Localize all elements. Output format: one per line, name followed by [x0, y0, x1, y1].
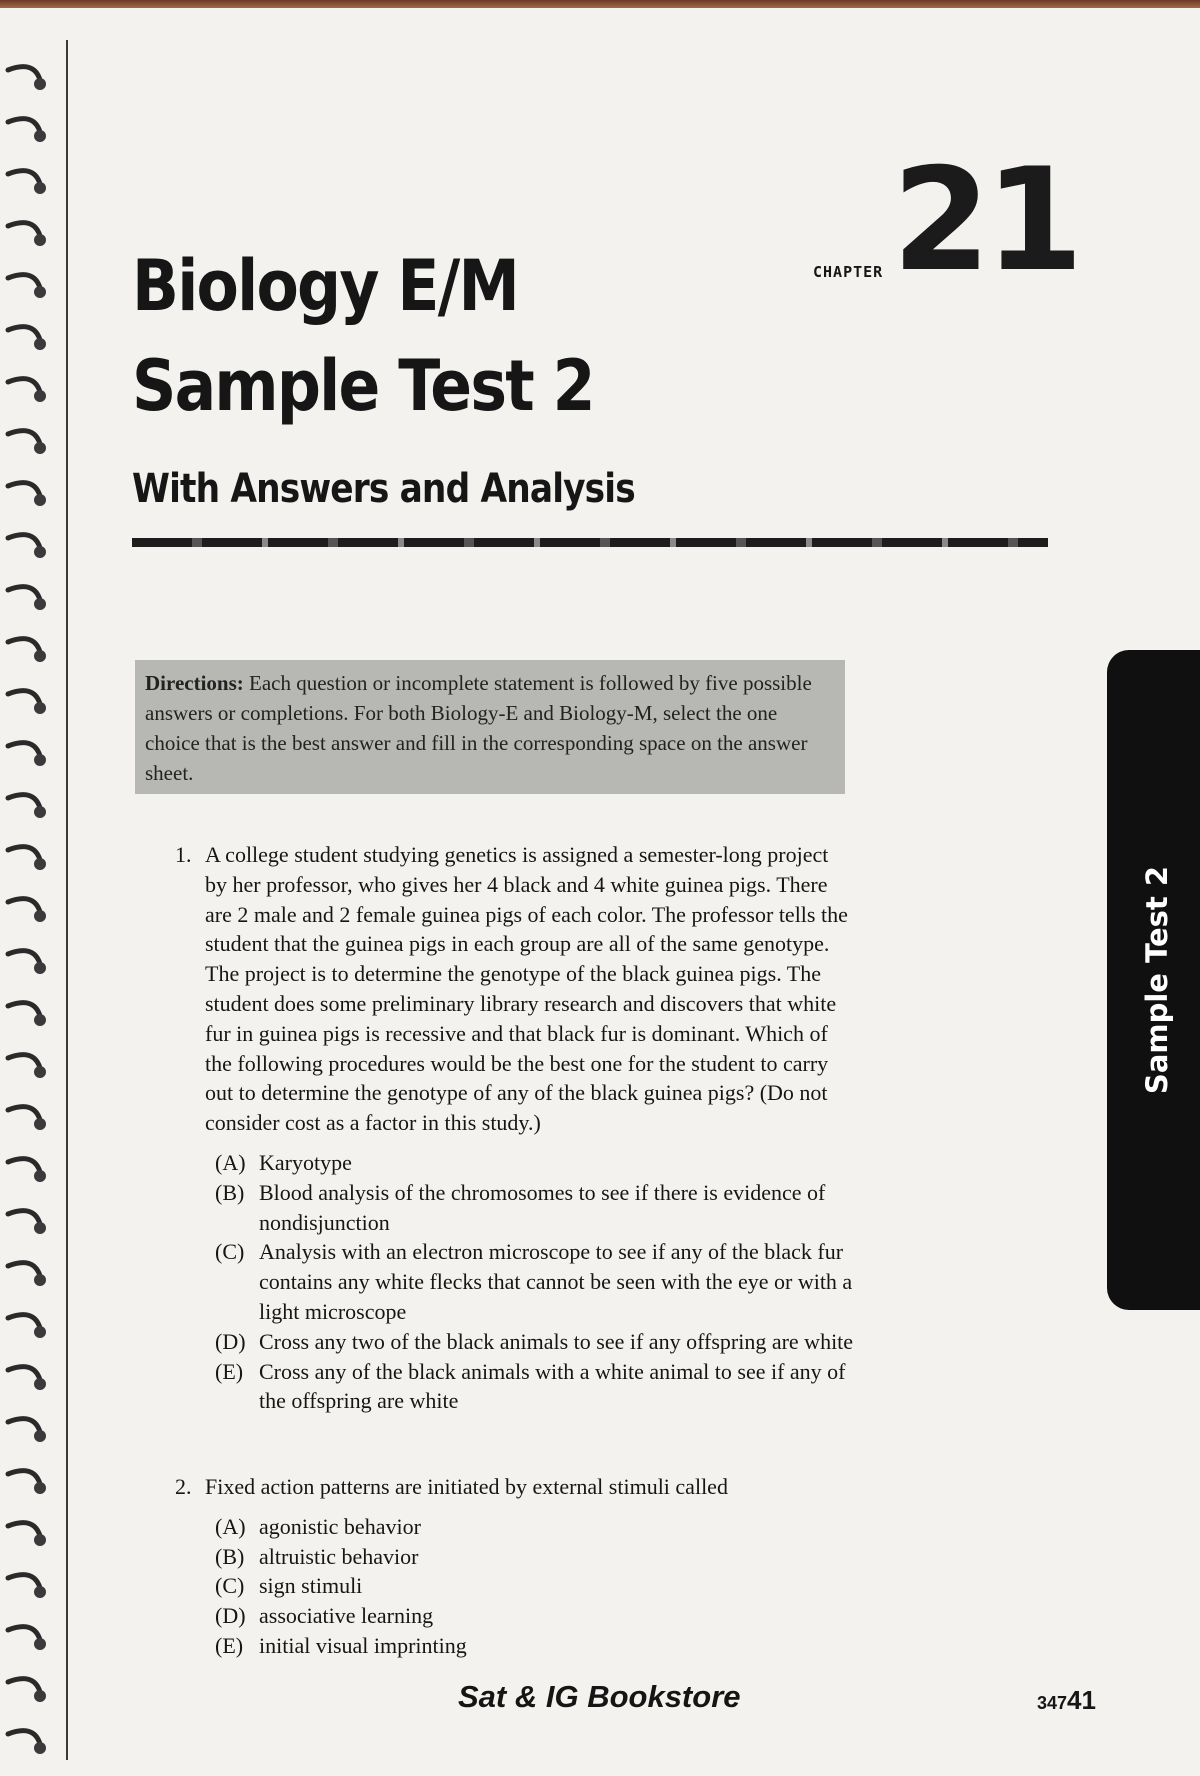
answer-choice: (B) altruistic behavior [215, 1543, 419, 1569]
page-edge [0, 0, 1200, 8]
directions-text: Each question or incomplete statement is followed by five possible answers or completions. For both Biology-E and Biology-M, select the one choice that is the best answer and fill in the corresponding space on the answer sheet. [145, 671, 812, 785]
answer-choice: (D) associative learning [215, 1603, 434, 1629]
question-stem: A college student studying genetics is assigned a semester-long project by her professor, who gives her 4 black and 4 white guinea pigs. There are 2 male and 2 female guinea pigs of each color. The professor tells the student that the guinea pigs in each group are all of the same genotype. The project is to determine the genotype of the black guinea pigs. The student does some preliminary library research and discovers that white fur in guinea pigs is recessive and that black fur is dominant. Which of the following procedures would be the best one for the student to carry out to determine the genotype of any of the black guinea pigs? (Do not consider cost as a factor in this study.) [205, 842, 848, 1136]
page-number [1037, 1685, 1096, 1716]
page-number-small: 347 [1037, 1693, 1068, 1713]
answer-choices [215, 1512, 855, 1661]
title-rule [132, 538, 1048, 547]
question-2 [175, 1472, 855, 1661]
directions-label: Directions: [145, 671, 244, 695]
answer-choice: (E) initial visual imprinting [215, 1632, 467, 1658]
answer-choices [215, 1148, 855, 1416]
question-number: 2. [175, 1474, 192, 1499]
answer-choice: (A) Karyotype [215, 1149, 352, 1175]
question-stem: Fixed action patterns are initiated by external stimuli called [205, 1474, 728, 1499]
question-number: 1. [175, 842, 192, 867]
answer-choice: (D) Cross any two of the black animals to see if any offspring are white [215, 1328, 854, 1354]
answer-choice: (C) sign stimuli [215, 1573, 363, 1599]
page-number-large: 41 [1067, 1685, 1096, 1715]
section-tab-label: Sample Test 2 [1140, 865, 1174, 1095]
page-subtitle: With Answers and Analysis [132, 466, 635, 512]
page-title [132, 236, 594, 436]
title-line-1: Biology E/M [132, 245, 519, 327]
question-1 [175, 840, 855, 1416]
answer-choice: (E) Cross any of the black animals with a white animal to see if any of the offspring are white [215, 1358, 846, 1414]
answer-choice: (C) Analysis with an electron microscope to see if any of the black fur contains any white flecks that cannot be seen with the eye or with a light microscope [215, 1239, 853, 1324]
binding-edge [66, 40, 68, 1760]
answer-choice: (B) Blood analysis of the chromosomes to see if there is evidence of nondisjunction [215, 1179, 826, 1235]
chapter-label: CHAPTER [813, 263, 884, 281]
chapter-number: 21 [892, 138, 1078, 303]
title-line-2: Sample Test 2 [132, 345, 594, 427]
bookstore-stamp: Sat & IG Bookstore [458, 1679, 741, 1714]
directions-box [135, 660, 845, 794]
spiral-binding [0, 40, 70, 1776]
answer-choice: (A) agonistic behavior [215, 1513, 421, 1539]
